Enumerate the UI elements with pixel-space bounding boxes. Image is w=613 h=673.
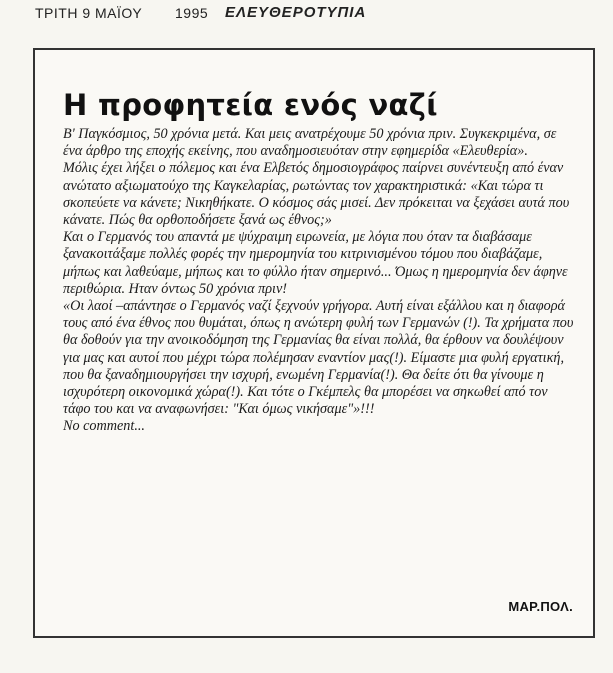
author-signature: ΜΑΡ.ΠΟΛ. (508, 599, 573, 614)
article-clipping (33, 48, 595, 638)
article-headline: Η προφητεία ενός ναζί (63, 88, 438, 122)
newspaper-name: ΕΛΕΥΘΕΡΟΤΥΠΙΑ (225, 4, 367, 21)
article-paragraph: Μόλις έχει λήξει ο πόλεμος και ένα Ελβετός δημοσιογράφος παίρνει συνέντευξη από έναν ανώτατο αξιωματούχο της Καγκελαρίας, ρωτώντας τον χαρακτηριστικά: «Και τώρα τι σκοπεύετε να κάνετε; Νικηθήκατε. Ο κόσμος σάς μισεί. Δεν πρόκειται να ξεχάσει αυτά που κάνατε. Πώς θα ορθοποδήσετε ξανά ως έθνος;» (63, 160, 570, 229)
issue-year: 1995 (175, 5, 209, 21)
article-paragraph: «Οι λαοί –απάντησε ο Γερμανός ναζί ξεχνούν γρήγορα. Αυτή είναι εξάλλου και η διαφορά τους από ένα έθνος που θυμάται, όπως η ανώτερη φυλή των Γερμανών (!). Τα χρήματα που θα δοθούν για την ανοικοδόμηση της Γερμανίας θα είναι πολλά, θα έρθουν να δουλέψουν για μας και αυτοί που μέχρι τώρα πολέμησαν εναντίον μας(!). Είμαστε μια φυλή εργατική, που θα ξαναδημιουργήσει την ισχυρή, ενωμένη Γερμανία(!). Θα δείτε ότι θα γίνουμε η ισχυρότερη οικονομικά χώρα(!). Και τότε ο Γκέμπελς θα μπορέσει να σηκωθεί από τον τάφο του και να αναφωνήσει: "Και όμως νικήσαμε"»!!! (63, 298, 574, 418)
article-paragraph: No comment... (63, 418, 145, 435)
issue-date: ΤΡΙΤΗ 9 ΜΑΪΟΥ (35, 5, 143, 21)
article-body (63, 126, 575, 436)
article-paragraph: Και ο Γερμανός του απαντά με ψύχραιμη ειρωνεία, με λόγια που όταν τα διαβάσαμε ξανακοιτάξαμε πολλές φορές την ημερομηνία του κιτρινισμένου τόμου που διαβάζαμε, μήπως και λαθεύαμε, μήπως και το φύλλο ήταν σημερινό... Όμως η ημερομηνία δεν άφηνε περιθώρια. Ηταν όντως 50 χρόνια πριν! (63, 229, 568, 297)
newspaper-masthead (0, 0, 613, 26)
article-paragraph: Β' Παγκόσμιος, 50 χρόνια μετά. Και μεις ανατρέχουμε 50 χρόνια πριν. Συγκεκριμένα, σε ένα άρθρο της εποχής εκείνης, που αναδημοσιευόταν στην εφημερίδα «Ελευθερία». (63, 126, 557, 160)
